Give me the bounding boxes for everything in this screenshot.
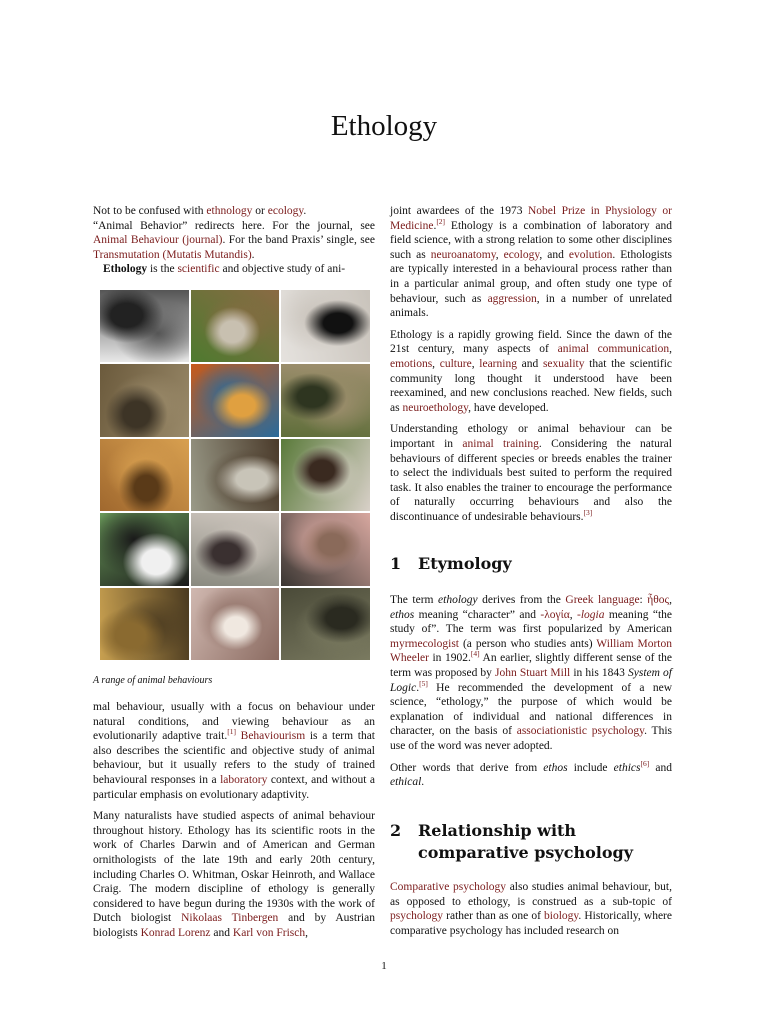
photo-elephant-seals[interactable] xyxy=(100,364,189,436)
body-text: (a person who studies ants) xyxy=(459,637,597,650)
photo-chimpanzee-engraving[interactable] xyxy=(100,290,189,362)
ref-2[interactable]: [2] xyxy=(436,216,446,226)
link-logia[interactable]: -logia xyxy=(576,608,605,621)
hatnote-text: . xyxy=(251,248,255,261)
body-text: Understanding ethology or animal behaviour can be important in xyxy=(390,423,672,450)
photo-piglets[interactable] xyxy=(281,513,370,585)
body-text: Ethology is a combination of laboratory and field science, with a strong relation to some other disciplines such as xyxy=(390,219,672,261)
body-text: also studies animal behaviour, but, as opposed to ethology, is construed as a sub-topic of xyxy=(390,881,672,908)
body-text: Ethology is a rapidly growing field. Since the dawn of the 21st century, many aspects of xyxy=(390,328,672,356)
italic-term: ethical xyxy=(390,776,422,789)
link-lorenz[interactable]: Konrad Lorenz xyxy=(140,926,211,939)
italic-term: System of Logic xyxy=(390,666,672,694)
paragraph-etymology xyxy=(390,593,672,754)
photo-calf-nursing[interactable] xyxy=(191,588,280,660)
italic-term: ethology xyxy=(438,594,478,606)
body-text: An earlier, slightly different sense of the term was proposed by xyxy=(390,652,672,679)
body-text: that the scientific community long thought it understood have been reexamined, and new conclusions reached. New fields, such as xyxy=(390,357,673,414)
link-tinbergen[interactable]: Nikolaas Tinbergen xyxy=(181,912,279,925)
comparative-section xyxy=(390,880,672,945)
hatnote-text: or xyxy=(252,205,268,217)
paragraph-ethos-words xyxy=(390,758,672,790)
body-text: . Considering the natural behaviours of different species or breeds enables the trainer to select the individuals best suited to perform the required task. It also enables the trainer to encourage the performance of naturally occurring behaviours and also the discontinuance of undesirable behaviours. xyxy=(390,437,672,523)
link-scientific[interactable]: scientific xyxy=(177,263,220,276)
body-text: Other words that derive from xyxy=(390,761,544,774)
hatnote-redirect xyxy=(93,219,375,263)
hatnote-text: . xyxy=(303,205,307,217)
paragraph-growing-field xyxy=(390,328,672,416)
figure-caption: A range of animal behaviours xyxy=(93,675,213,686)
intro-sentence xyxy=(93,262,375,277)
body-text: and xyxy=(210,926,233,939)
paragraph-behaviour xyxy=(93,700,375,802)
ref-1[interactable]: [1] xyxy=(227,727,236,737)
hatnote-text: Not to be confused with xyxy=(93,205,207,217)
link-psychology[interactable]: psychology xyxy=(390,910,444,923)
link-greek-language[interactable]: Greek language xyxy=(565,594,640,606)
link-von-frisch[interactable]: Karl von Frisch xyxy=(232,926,306,939)
ref-5[interactable]: [5] xyxy=(419,678,428,688)
body-text: joint awardees of the 1973 xyxy=(390,205,528,217)
ref-4[interactable]: [4] xyxy=(470,649,480,659)
link-ethos-greek[interactable]: ἦθος xyxy=(647,594,670,606)
body-text: , xyxy=(669,594,672,606)
paragraph-training xyxy=(390,422,672,524)
body-text: He recommended the development of a new science, “ethology,” the purpose of which would be explanation of individual and national differences in character, on the basis of xyxy=(390,681,672,738)
photo-millipede-coiled[interactable] xyxy=(191,439,280,511)
body-text: rather than as one of xyxy=(443,910,544,923)
link-animal-training[interactable]: animal training xyxy=(462,437,539,450)
body-text: . xyxy=(433,219,437,232)
photo-wolf[interactable] xyxy=(281,364,370,436)
body-text: , xyxy=(495,248,504,261)
body-text: . xyxy=(421,776,425,789)
link-wheeler[interactable]: William Morton Wheeler xyxy=(390,637,672,665)
hatnote-confusion xyxy=(93,204,375,219)
photo-baby-primate[interactable] xyxy=(191,513,280,585)
section-number: 2 xyxy=(390,821,402,840)
photo-penguins[interactable] xyxy=(100,513,189,585)
body-text: in his 1843 xyxy=(570,666,628,679)
italic-term: ethos xyxy=(543,761,568,774)
link-neuroethology[interactable]: neuroethology xyxy=(402,401,469,414)
right-column xyxy=(390,204,672,531)
body-text: and by Austrian biologists xyxy=(93,912,375,939)
section-heading-etymology xyxy=(390,553,680,575)
body-text: , xyxy=(569,608,577,621)
link-learning[interactable]: learning xyxy=(479,357,517,370)
link-aggression[interactable]: aggression xyxy=(487,292,537,305)
intro-text: and objective study of ani- xyxy=(219,263,346,276)
page-number: 1 xyxy=(381,960,387,972)
body-text: . Historically, where comparative psychology has included research on xyxy=(390,910,672,937)
link-animal-communication[interactable]: animal communication xyxy=(557,343,670,356)
section-title: Relationship with comparative psychology xyxy=(418,821,633,862)
link-ecology[interactable]: ecology xyxy=(267,205,304,217)
photo-tortoises[interactable] xyxy=(281,588,370,660)
body-text: The term xyxy=(390,594,439,606)
section-heading-comparative xyxy=(390,820,680,864)
body-text: . xyxy=(416,681,420,694)
link-behaviourism[interactable]: Behaviourism xyxy=(240,730,306,743)
paragraph-comparative xyxy=(390,880,672,938)
body-text: , in a number of unrelated animals. xyxy=(390,292,672,320)
link-sexuality[interactable]: sexuality xyxy=(542,357,585,370)
link-biology[interactable]: biology xyxy=(544,910,579,923)
animal-image-grid[interactable] xyxy=(100,290,370,660)
ref-3[interactable]: [3] xyxy=(583,508,593,518)
link-evolution[interactable]: evolution xyxy=(568,248,613,261)
link-john-stuart-mill[interactable]: John Stuart Mill xyxy=(495,666,571,679)
photo-hen-in-straw[interactable] xyxy=(100,439,189,511)
intro-bold-term: Ethology xyxy=(103,263,148,276)
body-text: , xyxy=(471,357,480,370)
section-number: 1 xyxy=(390,554,402,573)
body-text: . This use of the word was never adopted. xyxy=(390,725,672,752)
body-text: include xyxy=(567,761,614,774)
link-transmutation[interactable]: Transmutation (Mutatis Mutandis) xyxy=(93,248,252,261)
body-text: , xyxy=(432,357,440,370)
body-text: in 1902. xyxy=(428,652,471,665)
link-ethnology[interactable]: ethnology xyxy=(206,205,253,217)
link-culture[interactable]: culture xyxy=(439,357,472,370)
body-text: meaning “character” and xyxy=(414,608,541,621)
link-comparative-psychology[interactable]: Comparative psychology xyxy=(390,881,507,893)
body-text: . Ethologists are typically interested in a behavioural process rather than in a particular animal group, and often study one type of behaviour, such as xyxy=(390,248,673,305)
body-text: , xyxy=(305,926,308,939)
body-text: is a term that also describes the scientific and objective study of animal behaviour, but it usually refers to the study of trained behavioural responses in a xyxy=(93,730,375,786)
body-text: mal behaviour, usually with a focus on behaviour under natural conditions, and viewing behaviour as an evolutionarily adaptive trait. xyxy=(93,701,375,743)
photo-honeybees-comb[interactable] xyxy=(100,588,189,660)
body-text: , and xyxy=(539,248,569,261)
body-text: meaning “the study of”. The term was first popularized by American xyxy=(390,608,672,636)
link-ecology-2[interactable]: ecology xyxy=(503,248,540,261)
link-myrmecologist[interactable]: myrmecologist xyxy=(390,637,459,650)
ref-6[interactable]: [6] xyxy=(640,758,650,768)
hatnote-text: “Animal Behavior” redirects here. For the journal, see xyxy=(93,219,375,232)
paragraph-nobel xyxy=(390,204,672,321)
photo-orca-breaching[interactable] xyxy=(281,290,370,362)
body-text: Many naturalists have studied aspects of animal behaviour throughout history. Ethology has its scientific roots in the work of Charles Darwin and of American and German ornithologists of the late 19th and early 20th century, including Charles O. Whitman, Oskar Heinroth, and Wallace Craig. The modern discipline of ethology is generally considered to have begun during the 1930s with the work of Dutch biologist xyxy=(93,810,375,925)
link-associationistic-psychology[interactable]: associationistic psychology xyxy=(516,725,645,738)
link-nobel-prize[interactable]: Nobel Prize in Physiology or Medicine xyxy=(390,205,672,232)
paragraph-history xyxy=(93,809,375,940)
body-text: derives from the xyxy=(477,594,566,606)
photo-otters-on-rock[interactable] xyxy=(191,290,280,362)
body-text: : xyxy=(639,594,648,606)
italic-term: ethics xyxy=(613,761,641,774)
body-text: , xyxy=(669,343,672,356)
link-logia-greek[interactable]: -λογία xyxy=(540,608,570,621)
photo-fighting-fish[interactable] xyxy=(191,364,280,436)
section-title: Etymology xyxy=(418,554,512,573)
body-text: and xyxy=(516,357,543,370)
body-text: , have developed. xyxy=(468,401,549,414)
link-animal-behaviour-journal[interactable]: Animal Behaviour (journal) xyxy=(93,234,223,247)
link-emotions[interactable]: emotions xyxy=(390,357,433,370)
link-laboratory[interactable]: laboratory xyxy=(220,773,268,786)
intro-text: is the xyxy=(147,263,178,276)
left-column xyxy=(93,204,375,277)
link-neuroanatomy[interactable]: neuroanatomy xyxy=(430,248,496,261)
hatnote-text: . For the band Praxis’ single, see xyxy=(222,234,375,247)
page-title: Ethology xyxy=(330,110,438,142)
body-text: and xyxy=(649,761,672,774)
italic-term: ethos xyxy=(390,608,415,621)
left-column-lower xyxy=(93,700,375,948)
photo-cat-face[interactable] xyxy=(281,439,370,511)
etymology-section xyxy=(390,593,672,797)
body-text: context, and without a particular emphasis on evolutionary adaptivity. xyxy=(93,773,376,801)
